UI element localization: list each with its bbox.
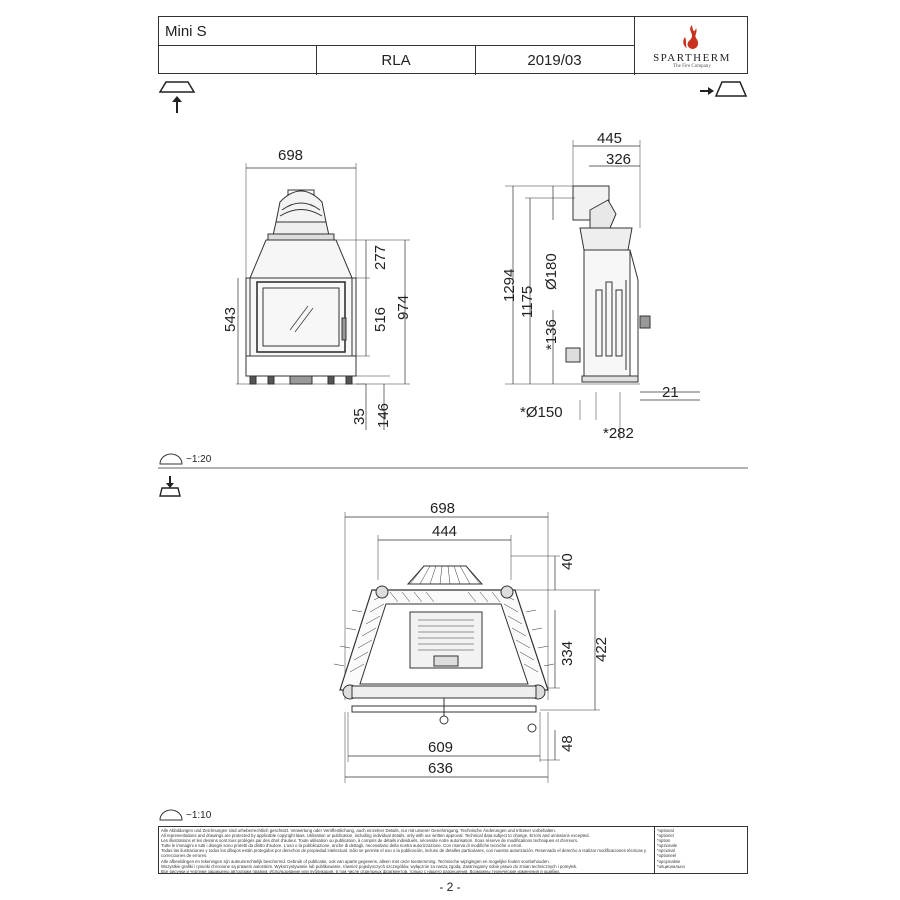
side-flue-offset-label: 326 [606, 151, 632, 168]
model-name: Mini S [165, 22, 207, 40]
front-body-label: 516 [372, 306, 389, 332]
side-depth-label: 445 [597, 130, 623, 147]
top-door-depth-label: 48 [559, 735, 576, 752]
top-total-depth-label: 422 [593, 636, 610, 662]
brand-tagline: The Fire Company [673, 64, 711, 69]
front-hood-label: 277 [372, 244, 389, 270]
optional-legend: *optional *optionel *option *opzionale *opcional *optioneel *opcjonalnie *опционально [654, 827, 749, 873]
top-depth-label: 334 [559, 640, 576, 666]
front-width-label: 698 [278, 147, 304, 164]
scale-top [158, 452, 211, 466]
side-air-inlet-label: *136 [543, 319, 560, 350]
side-flue-diameter-label: Ø180 [543, 253, 560, 290]
top-back-offset-label: 40 [559, 553, 576, 570]
side-air-position-label: *282 [603, 425, 634, 442]
top-width-label: 698 [430, 500, 456, 517]
front-total-label: 974 [395, 294, 412, 320]
scale-bottom-label: ~1:10 [186, 809, 212, 821]
side-air-diameter-label: *Ø150 [520, 404, 563, 421]
front-base-label: 146 [375, 402, 392, 428]
page-number: - 2 - [439, 880, 461, 894]
top-front-width-label: 636 [428, 760, 454, 777]
copyright-text: Alle Abbildungen und Zeichnungen sind urheberrechtlich geschützt. Verwertung oder Veröffentlichung, auch einzelner Details, nur mit unserer Genehmigung. Technische Änderungen und Irrtümer vorbehalten. All representations and drawings are protected by applicable copyright laws. Utilisation or publication, including individual details, only with our written approval. Technical data subject to change. Errors and omissions excepted. Les illustrations et les dessins sont tous protégés par des droit d'auteur. Toute utilisation ou publication, à compris de détails individuels, nécessite notre autorisation. Sous réserve de modifications techniques et d'erreurs. Tutte le immagini e tutti i disegni sono protetti da diritto d'autore. L'uso o la pubblicazione, anche di dettagli, necessitano della nostra autorizzazione. Con riserva di modifiche tecniche o errori. Todas las ilustraciones y todos los dibujos están protegidos por derechos de propiedad intelectual. Sólo se permite el uso o la publicación, incluso de detalles particulares, con nuestra autorización. Reservado el derecho a realizar modificaciones técnicas y correcciones de errores. Alle afbeeldingen en tekeningen zijn auteursrechtelijk beschermd. Gebruik of publicatie, ook van aparte gegevens, alleen met onze toestemming. Technische wijzigingen en mogelijke fouten voorbehouden. Wszystkie grafiki i rysunki chronione są prawem autorskim. Wykorzystywanie lub publikowanie, również pojedynczych szczegółów, wyłącznie za naszą zgodą. Zastrzegamy sobie prawo do zmian technicznych i pomyłek. Все рисунки и чертежи защищены авторским правом. Использование или публикация, в том числе отдельных фрагментов, только с нашего разрешения. Возможны технические изменения и ошибки. [161, 828, 647, 874]
front-opening-label: 543 [222, 306, 239, 332]
scale-icon [158, 452, 184, 466]
code-cell: RLA [381, 52, 411, 69]
top-back-width-label: 444 [432, 523, 458, 540]
scale-icon [158, 808, 184, 822]
scale-bottom [158, 808, 211, 822]
side-offset-label: 21 [662, 384, 679, 401]
scale-top-label: ~1:20 [186, 453, 212, 465]
front-foot-label: 35 [351, 408, 368, 425]
side-height-label: 1294 [501, 268, 518, 302]
copyright-footer [158, 826, 748, 874]
date-cell: 2019/03 [527, 52, 582, 69]
top-view-icon [158, 476, 182, 498]
front-view [236, 163, 410, 430]
side-height2-label: 1175 [519, 285, 536, 318]
brand-name: SPARTHERM [653, 52, 731, 64]
top-inner-width-label: 609 [428, 739, 454, 756]
